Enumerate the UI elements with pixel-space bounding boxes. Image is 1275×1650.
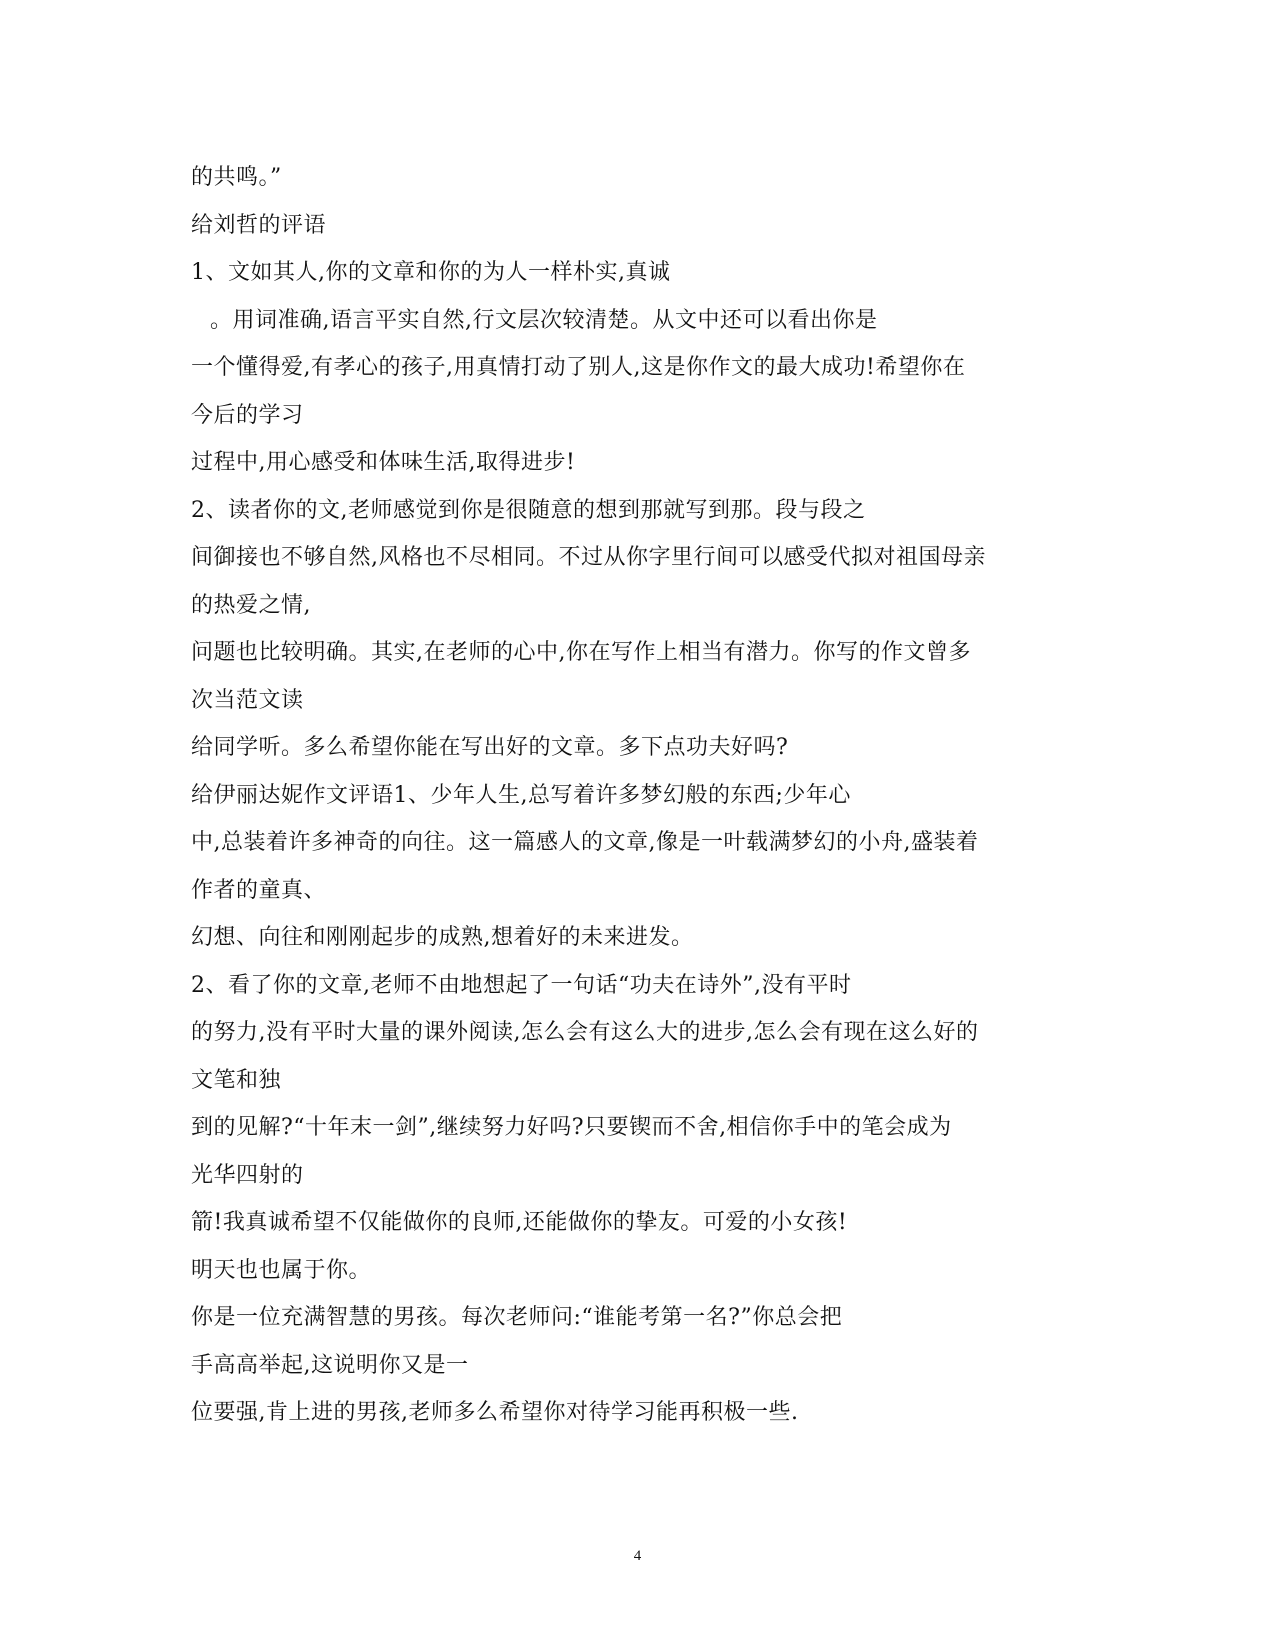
- text-line: 位要强,肯上进的男孩,老师多么希望你对待学习能再积极一些.: [191, 1400, 799, 1425]
- text-line: 的共鸣。”: [191, 165, 282, 190]
- text-line: 1、文如其人,你的文章和你的为人一样朴实,真诚: [191, 260, 671, 285]
- text-line: 到的见解?“十年末一剑”,继续努力好吗?只要锲而不舍,相信你手中的笔会成为: [191, 1115, 952, 1140]
- text-line: 光华四射的: [191, 1162, 304, 1188]
- text-line: 的努力,没有平时大量的课外阅读,怎么会有这么大的进步,怎么会有现在这么好的: [191, 1020, 979, 1045]
- text-line: 。用词准确,语言平实自然,行文层次较清楚。从文中还可以看出你是: [210, 307, 878, 333]
- text-line: 的热爱之情,: [191, 592, 311, 618]
- section-heading: 给刘哲的评语: [191, 212, 327, 238]
- text-line: 一个懂得爱,有孝心的孩子,用真情打动了别人,这是你作文的最大成功!希望你在: [191, 355, 966, 380]
- text-line: 中,总装着许多神奇的向往。这一篇感人的文章,像是一叶载满梦幻的小舟,盛装着: [191, 830, 979, 855]
- text-line: 文笔和独: [191, 1067, 282, 1093]
- text-line: 明天也也属于你。: [191, 1257, 372, 1283]
- text-line: 作者的童真、: [191, 877, 327, 903]
- text-line: 次当范文读: [191, 687, 304, 713]
- text-line: 今后的学习: [191, 402, 304, 428]
- text-line: 问题也比较明确。其实,在老师的心中,你在写作上相当有潜力。你写的作文曾多: [191, 640, 971, 665]
- text-line: 手高高举起,这说明你又是一: [191, 1352, 469, 1378]
- text-line: 你是一位充满智慧的男孩。每次老师问:“谁能考第一名?”你总会把: [191, 1305, 843, 1330]
- text-line: 给伊丽达妮作文评语1、少年人生,总写着许多梦幻般的东西;少年心: [191, 782, 851, 808]
- text-line: 2、读者你的文,老师感觉到你是很随意的想到那就写到那。段与段之: [191, 497, 866, 523]
- text-line: 间御接也不够自然,风格也不尽相同。不过从你字里行间可以感受代拟对祖国母亲: [191, 545, 986, 570]
- text-line: 箭!我真诚希望不仅能做你的良师,还能做你的挚友。可爱的小女孩!: [191, 1210, 848, 1235]
- text-line: 幻想、向往和刚刚起步的成熟,想着好的未来进发。: [191, 925, 694, 950]
- text-line: 过程中,用心感受和体味生活,取得进步!: [191, 450, 576, 475]
- body-text: [191, 154, 1091, 1437]
- text-line: 2、看了你的文章,老师不由地想起了一句话“功夫在诗外”,没有平时: [191, 972, 852, 998]
- text-line: 给同学听。多么希望你能在写出好的文章。多下点功夫好吗?: [191, 735, 789, 760]
- page-number: 4: [633, 1548, 642, 1564]
